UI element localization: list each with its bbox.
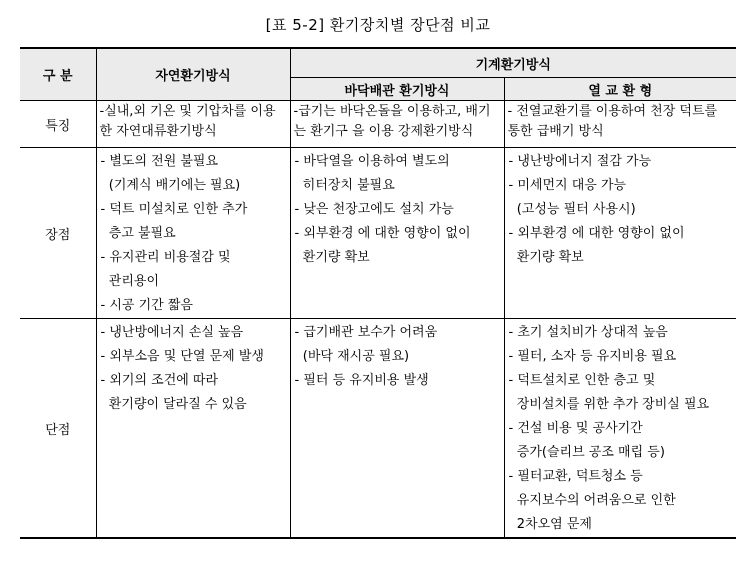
header-mechanical: 기계환기방식 [290, 48, 736, 78]
merit-natural-list [97, 148, 290, 318]
demerit-floor-duct-list [291, 319, 504, 393]
list-item: 층고 불필요 [100, 226, 176, 241]
list-item: - 냉난방에너지 절감 가능 [508, 154, 652, 169]
table-row-feature [20, 101, 736, 148]
row-label-feature: 특징 [20, 101, 96, 148]
list-item: - 필터, 소자 등 유지비용 필요 [508, 349, 677, 364]
header-heat-exchange: 열 교 환 형 [504, 78, 736, 101]
list-item: 장비설치를 위한 추가 장비실 필요 [508, 397, 710, 412]
list-item: - 급기배관 보수가 어려움 [294, 325, 438, 340]
list-item: 히터장치 불필요 [294, 178, 395, 193]
list-item: - 외부환경 에 대한 영향이 없이 [508, 226, 685, 241]
list-item: - 냉난방에너지 손실 높음 [100, 325, 244, 340]
list-item: - 외부환경 에 대한 영향이 없이 [294, 226, 471, 241]
table-row-merit [20, 148, 736, 319]
feature-natural: -실내,외 기온 및 기압차를 이용한 자연대류환기방식 [99, 104, 276, 139]
list-item: (기계식 배기에는 필요) [100, 178, 241, 193]
list-item: 2차오염 문제 [508, 517, 592, 532]
list-item: - 유지관리 비용절감 및 [100, 250, 231, 265]
feature-heat-exchange: - 전열교환기를 이용하여 천장 덕트를 통한 급배기 방식 [507, 104, 718, 139]
list-item: - 외부소음 및 단열 문제 발생 [100, 349, 264, 364]
list-item: - 바닥열을 이용하여 별도의 [294, 154, 450, 169]
list-item: - 미세먼지 대응 가능 [508, 178, 627, 193]
demerit-natural-list [97, 319, 290, 417]
list-item: - 건설 비용 및 공사기간 [508, 421, 643, 436]
header-natural: 자연환기방식 [96, 48, 290, 101]
list-item: 환기량 확보 [294, 250, 370, 265]
list-item: - 별도의 전원 불필요 [100, 154, 219, 169]
header-floor-duct: 바닥배관 환기방식 [290, 78, 504, 101]
list-item: (고성능 필터 사용시) [508, 202, 636, 217]
demerit-heat-exchange-list [505, 319, 737, 537]
list-item: 관리용이 [100, 274, 159, 289]
list-item: - 초기 설치비가 상대적 높음 [508, 325, 668, 340]
header-category: 구 분 [20, 48, 96, 101]
table-row-demerit [20, 319, 736, 539]
list-item: 환기량 확보 [508, 250, 584, 265]
merit-floor-duct-list [291, 148, 504, 270]
list-item: - 필터 등 유지비용 발생 [294, 373, 429, 388]
list-item: 증가(슬리브 공조 매립 등) [508, 445, 665, 460]
list-item: - 낮은 천장고에도 설치 가능 [294, 202, 454, 217]
table-caption: [표 5-2] 환기장치별 장단점 비교 [265, 16, 491, 34]
list-item: (바닥 재시공 필요) [294, 349, 410, 364]
list-item: - 덕트 미설치로 인한 추가 [100, 202, 248, 217]
row-label-merit: 장점 [20, 148, 96, 319]
ventilation-comparison-table [20, 47, 736, 539]
row-label-demerit: 단점 [20, 319, 96, 539]
list-item: - 덕트설치로 인한 층고 및 [508, 373, 656, 388]
feature-floor-duct: -급기는 바닥온돌을 이용하고, 배기는 환기구 을 이용 강제환기방식 [293, 104, 491, 139]
merit-heat-exchange-list [505, 148, 737, 270]
list-item: 유지보수의 어려움으로 인한 [508, 493, 676, 508]
list-item: - 시공 기간 짧음 [100, 298, 193, 313]
list-item: 환기량이 달라질 수 있음 [100, 397, 247, 412]
list-item: - 필터교환, 덕트청소 등 [508, 469, 643, 484]
list-item: - 외기의 조건에 따라 [100, 373, 219, 388]
